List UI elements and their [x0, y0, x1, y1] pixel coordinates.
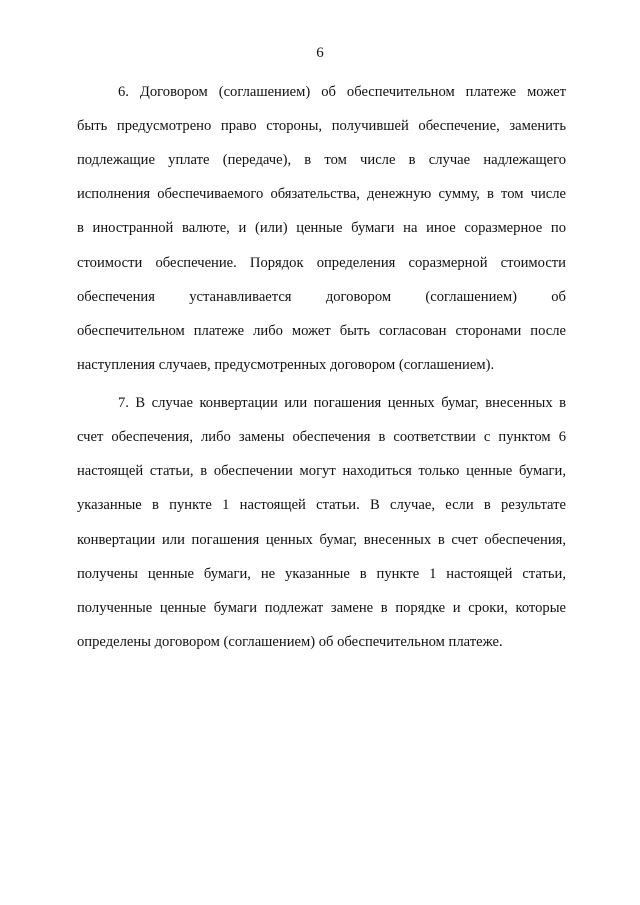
text-line: стоимости обеспечение. Порядок определения соразмерной стоимости	[77, 255, 566, 271]
text-line: указанные в пункте 1 настоящей статьи. В случае, если в результате	[77, 497, 566, 513]
text-line: быть предусмотрено право стороны, получившей обеспечение, заменить	[77, 118, 566, 134]
text-line: конвертации или погашения ценных бумаг, внесенных в счет обеспечения,	[77, 532, 566, 548]
text-line: наступления случаев, предусмотренных договором (соглашением).	[77, 357, 495, 373]
page-number: 6	[316, 45, 324, 61]
text-line: 6. Договором (соглашением) об обеспечительном платеже может	[118, 84, 566, 100]
text-line: исполнения обеспечиваемого обязательства, денежную сумму, в том числе	[77, 186, 566, 202]
text-line: полученные ценные бумаги подлежат замене в порядке и сроки, которые	[77, 600, 566, 616]
text-line: обеспечения устанавливается договором (соглашением) об	[77, 289, 566, 305]
text-line: настоящей статьи, в обеспечении могут находиться только ценные бумаги,	[77, 463, 566, 479]
text-line: 7. В случае конвертации или погашения ценных бумаг, внесенных в	[118, 395, 566, 411]
text-line: в иностранной валюте, и (или) ценные бумаги на иное соразмерное по	[77, 220, 566, 236]
text-line: обеспечительном платеже либо может быть согласован сторонами после	[77, 323, 566, 339]
text-line: определены договором (соглашением) об обеспечительном платеже.	[77, 634, 503, 650]
text-line: получены ценные бумаги, не указанные в пункте 1 настоящей статьи,	[77, 566, 566, 582]
text-line: подлежащие уплате (передаче), в том числе в случае надлежащего	[77, 152, 566, 168]
text-line: счет обеспечения, либо замены обеспечения в соответствии с пунктом 6	[77, 429, 566, 445]
